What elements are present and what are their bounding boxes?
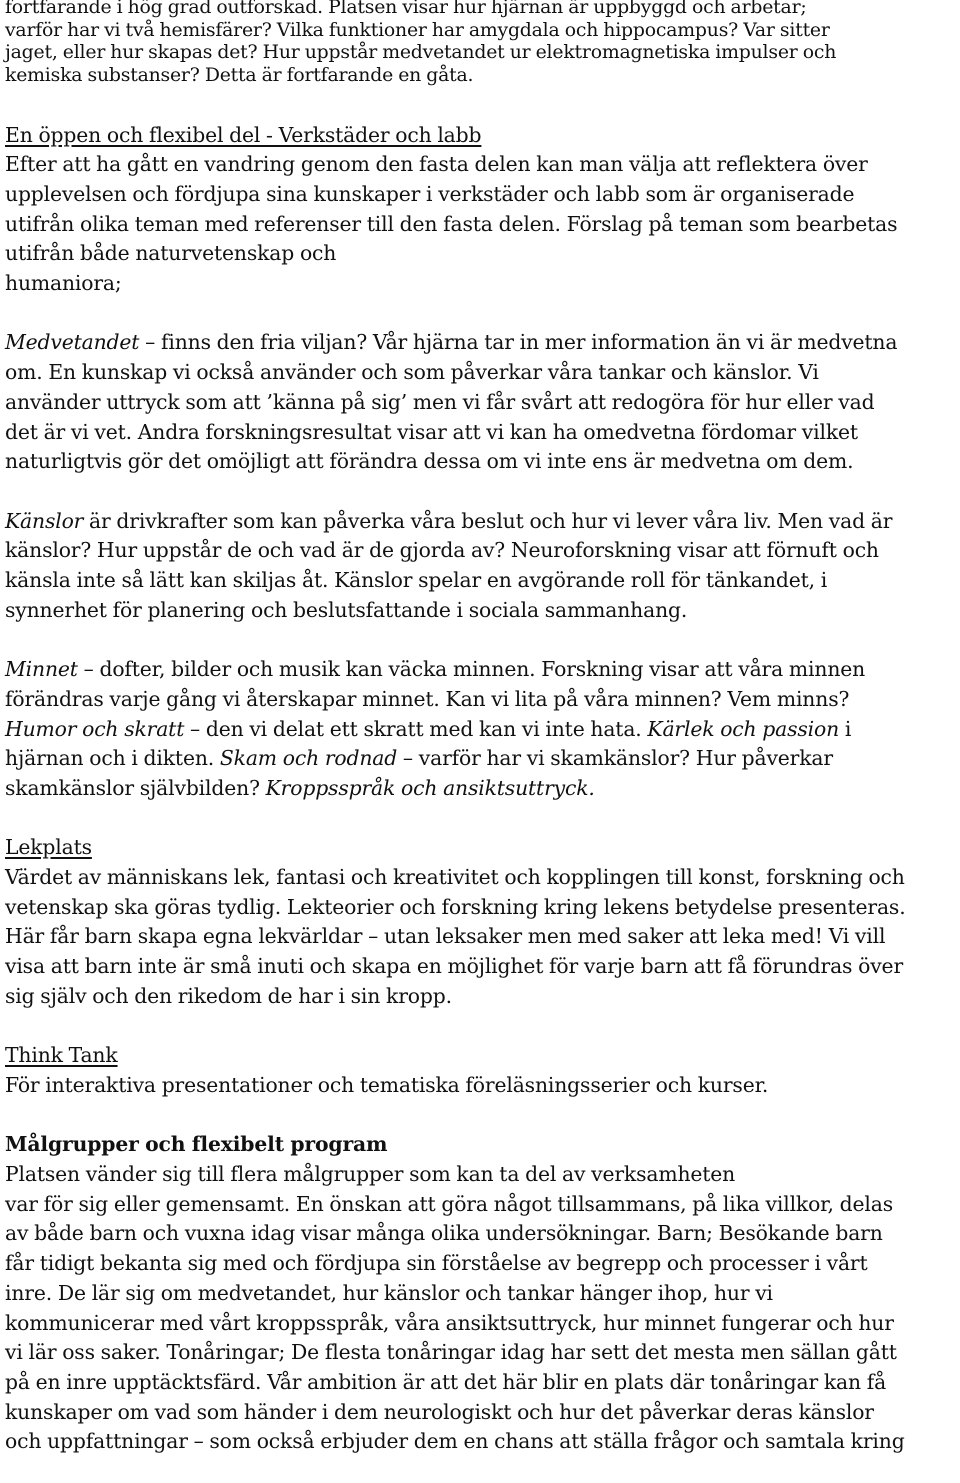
intro-line: varför har vi två hemisfärer? Vilka funktioner har amygdala och hippocampus? Var sitter <box>5 19 830 41</box>
line4-start: hjärnan och i dikten. <box>5 746 220 771</box>
text-line: utifrån olika teman med referenser till den fasta delen. Förslag på teman som bearbetas <box>5 211 898 236</box>
paragraph-gap <box>5 1012 960 1042</box>
text-line: upplevelsen och fördjupa sina kunskaper i verkstäder och labb som är organiserade <box>5 181 855 206</box>
text-line: det är vi vet. Andra forskningsresultat visar att vi kan ha omedvetna fördomar vilket <box>5 419 858 444</box>
lekplats-section <box>5 833 960 1011</box>
humor-term: Humor och skratt <box>5 716 185 741</box>
karlek-text: i <box>839 716 852 741</box>
humor-text: – den vi delat ett skratt med kan vi inte hata. <box>184 716 648 741</box>
medvetandet-line1: – finns den fria viljan? Vår hjärna tar in mer information än vi är medvetna <box>139 330 898 355</box>
text-line: får tidigt bekanta sig med och fördjupa sin förståelse av begrepp och processer i vårt <box>5 1251 868 1276</box>
karlek-term: Kärlek och passion <box>647 716 840 741</box>
intro-line: kemiska substanser? Detta är fortfarande en gåta. <box>5 65 474 87</box>
text-line: vi lär oss saker. Tonåringar; De flesta tonåringar idag har sett det mesta men sällan gått <box>5 1340 897 1365</box>
text-line <box>5 328 960 358</box>
skam-text: – varför har vi skamkänslor? Hur påverkar <box>397 746 833 771</box>
minnet-line1: – dofter, bilder och musik kan väcka minnen. Forskning visar att våra minnen <box>77 657 866 682</box>
text-line: Här får barn skapa egna lekvärldar – utan leksaker men med saker att leka med! Vi vill <box>5 924 886 949</box>
text-line: av både barn och vuxna idag visar många olika undersökningar. Barn; Besökande barn <box>5 1221 883 1246</box>
kanslor-paragraph <box>5 507 960 626</box>
text-line: För interaktiva presentationer och tematiska föreläsningsserier och kurser. <box>5 1072 769 1097</box>
paragraph-gap <box>5 1101 960 1131</box>
flexible-heading: En öppen och flexibel del - Verkstäder och labb <box>5 122 482 147</box>
text-line <box>5 655 960 685</box>
minnet-paragraph <box>5 655 960 804</box>
lekplats-heading: Lekplats <box>5 835 92 860</box>
text-line: var för sig eller gemensamt. En önskan att göra något tillsammans, på lika villkor, delas <box>5 1191 893 1216</box>
medvetandet-term: Medvetandet <box>5 330 140 355</box>
section-heading <box>5 121 960 151</box>
text-line: naturligtvis gör det omöjligt att förändra dessa om vi inte ens är medvetna om dem. <box>5 449 854 474</box>
malgrupper-section <box>5 1130 960 1457</box>
text-line: kommunicerar med vårt kroppsspråk, våra ansiktsuttryck, hur minnet fungerar och hur <box>5 1310 894 1335</box>
thinktank-section <box>5 1041 960 1100</box>
paragraph-gap <box>5 804 960 834</box>
paragraph-gap <box>5 625 960 655</box>
text-line: synnerhet för planering och beslutsfattande i sociala sammanhang. <box>5 597 688 622</box>
line5-start: skamkänslor självbilden? <box>5 775 266 800</box>
flexible-section <box>5 121 960 299</box>
text-line: humaniora; <box>5 271 122 296</box>
text-line: inre. De lär sig om medvetandet, hur känslor och tankar hänger ihop, hur vi <box>5 1280 773 1305</box>
intro-line: jaget, eller hur skapas det? Hur uppstår medvetandet ur elektromagnetiska impulser och <box>5 42 837 64</box>
section-heading <box>5 833 960 863</box>
kanslor-line1: är drivkrafter som kan påverka våra beslut och hur vi lever våra liv. Men vad är <box>83 508 893 533</box>
text-line: vetenskap ska göras tydlig. Lekteorier och forskning kring lekens betydelse presenteras. <box>5 894 906 919</box>
text-line: förändras varje gång vi återskapar minnet. Kan vi lita på våra minnen? Vem minns? <box>5 686 850 711</box>
text-line <box>5 507 960 537</box>
paragraph-gap <box>5 91 960 121</box>
intro-line: fortfarande i hög grad outforskad. Platsen visar hur hjärnan är uppbyggd och arbetar; <box>5 0 807 18</box>
text-line: på en inre upptäcktsfärd. Vår ambition är att det här blir en plats där tonåringar kan få <box>5 1369 887 1394</box>
text-line <box>5 774 960 804</box>
intro-paragraph <box>5 0 960 91</box>
text-line <box>5 715 960 745</box>
text-line <box>5 744 960 774</box>
paragraph-gap <box>5 299 960 329</box>
text-line: utifrån både naturvetenskap och <box>5 241 337 266</box>
text-line: känslor? Hur uppstår de och vad är de gjorda av? Neuroforskning visar att förnuft och <box>5 538 879 563</box>
text-line: Platsen vänder sig till flera målgrupper som kan ta del av verksamheten <box>5 1162 736 1187</box>
text-line: använder uttryck som att ’känna på sig’ men vi får svårt att redogöra för hur eller vad <box>5 389 875 414</box>
minnet-term: Minnet <box>5 657 78 682</box>
section-heading <box>5 1041 960 1071</box>
kanslor-term: Känslor <box>5 508 84 533</box>
text-line: känsla inte så lätt kan skiljas åt. Känslor spelar en avgörande roll för tänkandet, i <box>5 568 828 593</box>
thinktank-heading: Think Tank <box>5 1043 118 1068</box>
text-line: visa att barn inte är små inuti och skapa en möjlighet för varje barn att få förundras över <box>5 954 904 979</box>
text-line: kunskaper om vad som händer i dem neurologiskt och hur det påverkar deras känslor <box>5 1399 874 1424</box>
section-heading: Målgrupper och flexibelt program <box>5 1132 388 1157</box>
text-line: sig själv och den rikedom de har i sin kropp. <box>5 983 452 1008</box>
kropp-term: Kroppsspråk och ansiktsuttryck. <box>265 775 595 800</box>
text-line: och uppfattningar – som också erbjuder dem en chans att ställa frågor och samtala kring <box>5 1429 905 1454</box>
text-line: Värdet av människans lek, fantasi och kreativitet och kopplingen till konst, forskning och <box>5 865 905 890</box>
skam-term: Skam och rodnad <box>219 746 398 771</box>
medvetandet-paragraph <box>5 328 960 477</box>
text-line: om. En kunskap vi också använder och som påverkar våra tankar och känslor. Vi <box>5 360 819 385</box>
paragraph-gap <box>5 477 960 507</box>
text-line: Efter att ha gått en vandring genom den fasta delen kan man välja att reflektera över <box>5 152 868 177</box>
